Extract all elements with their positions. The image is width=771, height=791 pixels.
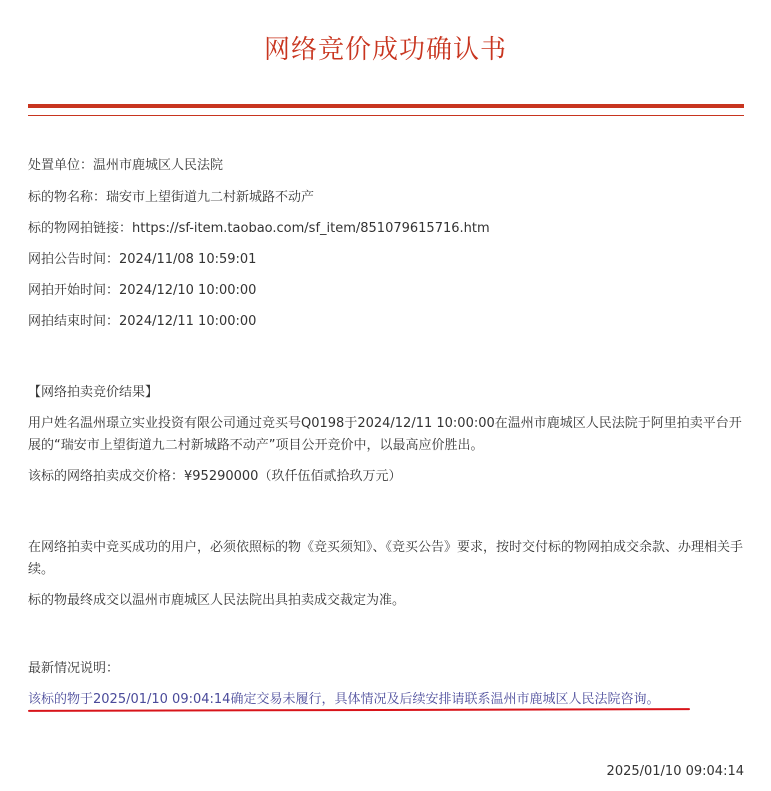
result-heading: 【网络拍卖竞价结果】 — [28, 385, 159, 400]
terms-text: 在网络拍卖中竞买成功的用户，必须依照标的物《竞买须知》、《竞买公告》要求，按时交付标的物网拍成交余款、办理相关手续。 — [28, 540, 744, 577]
announcement-time: 网拍公告时间：2024/11/08 10:59:01 — [28, 252, 257, 267]
red-underline-annotation — [28, 708, 690, 712]
title-divider-thick — [28, 104, 744, 108]
footer-timestamp: 2025/01/10 09:04:14 — [606, 764, 744, 779]
start-time: 网拍开始时间：2024/12/10 10:00:00 — [28, 283, 257, 298]
terms-final: 标的物最终成交以温州市鹿城区人民法院出具拍卖成交裁定为准。 — [28, 593, 406, 608]
final-price: 该标的网络拍卖成交价格：¥95290000（玖仟伍佰贰拾玖万元） — [28, 469, 402, 484]
object-name: 标的物名称：瑞安市上望街道九二村新城路不动产 — [28, 190, 315, 205]
end-time: 网拍结束时间：2024/12/11 10:00:00 — [28, 314, 257, 329]
disposal-unit: 处置单位：温州市鹿城区人民法院 — [28, 158, 224, 173]
result-text: 用户姓名温州璟立实业投资有限公司通过竞买号Q0198于2024/12/11 10:00:00在温州市鹿城区人民法院于阿里拍卖平台开展的“瑞安市上望街道九二村新城路不动产”项目公开竞价中，以最高应价胜出。 — [28, 416, 742, 453]
latest-notice: 该标的物于2025/01/10 09:04:14确定交易未履行，具体情况及后续安排请联系温州市鹿城区人民法院咨询。 — [28, 692, 660, 707]
document-title: 网络竞价成功确认书 — [263, 35, 507, 65]
auction-link: 标的物网拍链接：https://sf-item.taobao.com/sf_item/851079615716.htm — [28, 221, 490, 236]
title-divider-thin — [28, 115, 744, 116]
latest-heading: 最新情况说明： — [28, 661, 120, 676]
